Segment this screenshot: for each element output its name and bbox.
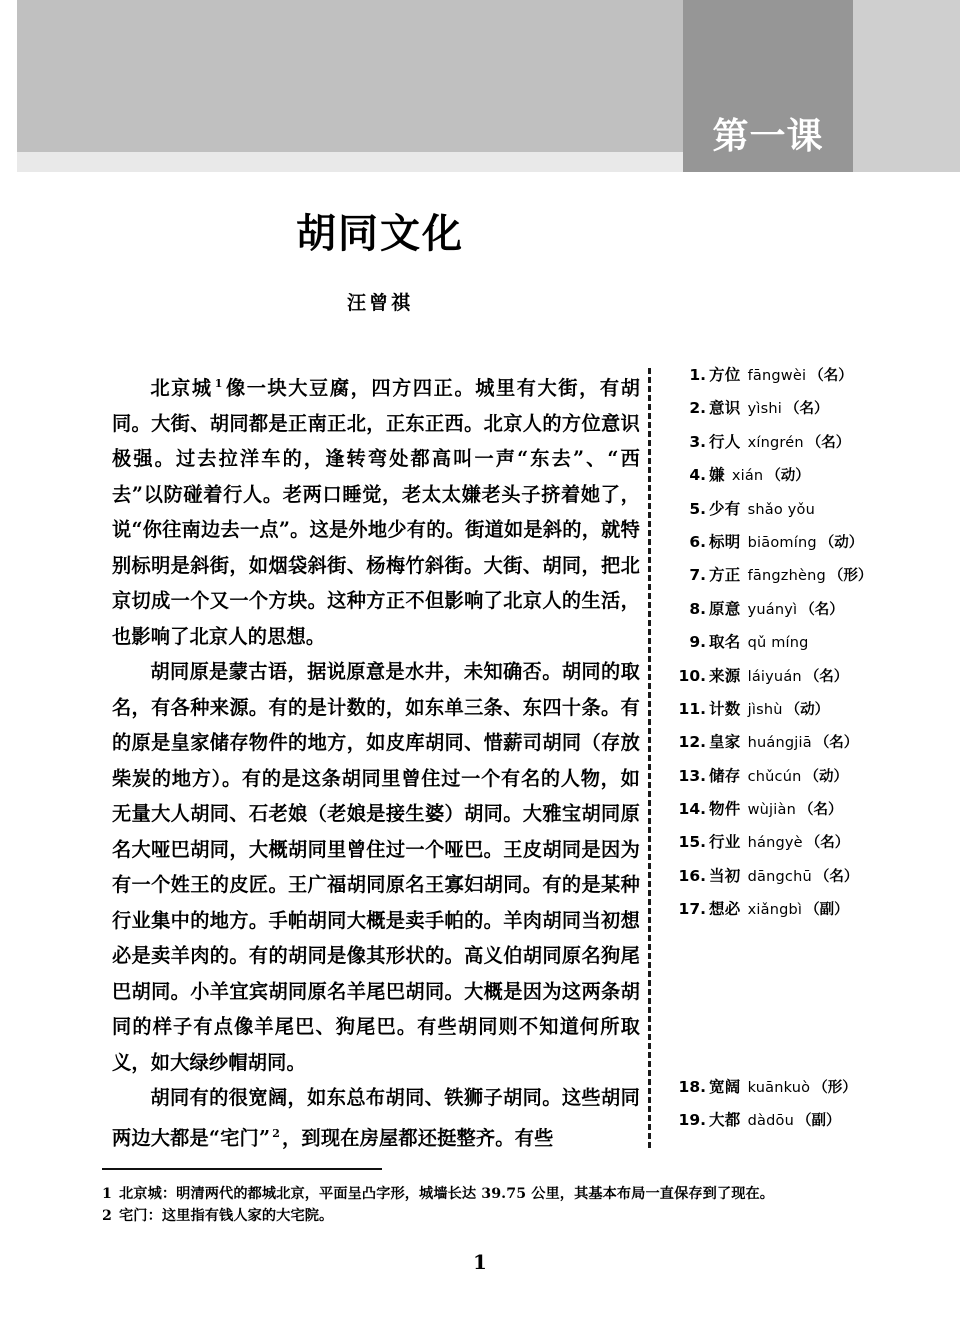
vocabulary-part-of-speech: （副） [805,902,849,919]
header-gray-band [17,0,683,152]
lesson-number-label: 第一课 [712,115,824,157]
vocabulary-part-of-speech: （名） [814,868,859,885]
header-banner [0,0,960,178]
vocabulary-word: 标明 [709,532,741,551]
vocabulary-entry [676,735,916,768]
vocabulary-entry [676,635,916,668]
vocabulary-pinyin: dàdōu [747,1113,794,1130]
vocabulary-pinyin: fāngzhèng [747,568,826,585]
vocabulary-part-of-speech: （形） [813,1080,857,1096]
vocabulary-number: 18. [678,1078,706,1096]
footnote-text: 宅门：这里指有钱人家的大宅院。 [119,1208,334,1224]
vocabulary-entry [676,432,916,468]
vocabulary-entry [676,368,916,401]
vocabulary-number: 1. [689,366,706,384]
vocabulary-part-of-speech: （动） [819,534,864,551]
vocabulary-entry [676,766,916,802]
vocabulary-number: 11. [678,699,706,718]
column-divider-dashed [648,368,651,1148]
vocabulary-entry [676,835,916,868]
vocabulary-entry [676,1113,916,1146]
vocabulary-word: 方位 [709,366,741,384]
vocabulary-pinyin: jìshù [747,701,783,718]
vocabulary-number: 15. [678,833,706,852]
vocabulary-pinyin: láiyuán [747,668,802,685]
vocabulary-number: 6. [689,532,706,551]
vocabulary-number: 17. [678,900,706,919]
body-text-column [112,366,640,1156]
footnote-block [102,1183,872,1227]
vocabulary-pinyin: shǎo yǒu [747,501,815,518]
vocabulary-number: 13. [678,766,706,785]
vocabulary-pinyin: chǔcún [747,768,802,785]
vocabulary-part-of-speech: （名） [785,401,829,418]
vocabulary-pinyin: qǔ míng [747,635,809,652]
vocabulary-word: 来源 [709,666,741,685]
vocabulary-word: 宽阔 [709,1078,741,1096]
vocabulary-number: 5. [689,499,706,518]
footnote-reference: 1 [214,377,223,390]
vocabulary-part-of-speech: （动） [804,768,849,785]
vocabulary-part-of-speech: （动） [766,468,810,485]
vocabulary-pinyin: huángjiā [747,735,812,752]
vocabulary-list-upper [676,368,916,936]
vocabulary-part-of-speech: （名） [806,434,851,451]
vocabulary-number: 14. [678,800,706,819]
vocabulary-word: 行业 [709,833,741,852]
vocabulary-pinyin: xiǎngbì [747,902,803,919]
vocabulary-pinyin: hángyè [747,835,803,852]
body-paragraph: 胡同原是蒙古语，据说原意是水井，未知确否。胡同的取名，有各种来源。有的是计数的，如东单三条、东四十条。有的原是皇家储存物件的地方，如皮库胡同、惜薪司胡同（存放柴炭的地方）。有的是这条胡同里曾住过一个有名的人物，如无量大人胡同、石老娘（老娘是接生婆）胡同。大雅宝胡同原名大哑巴胡同，大概胡同里曾住过一个哑巴。王皮胡同是因为有一个姓王的皮匠。王广福胡同原名王寡妇胡同。有的是某种行业集中的地方。手帕胡同大概是卖手帕的。羊肉胡同当初想必是卖羊肉的。有的胡同是像其形状的。高义伯胡同原名狗尾巴胡同。小羊宜宾胡同原名羊尾巴胡同。大概是因为这两条胡同的样子有点像羊尾巴、狗尾巴。有些胡同则不知道何所取义，如大绿纱帽胡同。 [112,660,640,1074]
vocabulary-pinyin: xíngrén [747,434,804,451]
vocabulary-word: 储存 [709,766,741,785]
footnote-separator-rule [102,1168,382,1170]
vocabulary-entry [676,468,916,501]
vocabulary-pinyin: yuányì [747,601,798,618]
vocabulary-entry [676,802,916,835]
vocabulary-entry [676,599,916,635]
vocabulary-word: 嫌 [709,466,725,485]
vocabulary-entry [676,568,916,601]
vocabulary-word: 行人 [709,432,741,451]
vocabulary-part-of-speech: （形） [828,568,873,585]
vocabulary-number: 4. [689,466,706,485]
vocabulary-pinyin: kuānkuò [747,1080,811,1096]
vocabulary-word: 取名 [709,633,741,652]
vocabulary-word: 想必 [709,900,741,919]
lesson-number-box [683,0,853,172]
vocabulary-word: 大都 [709,1111,741,1130]
vocabulary-word: 意识 [709,399,741,418]
vocabulary-number: 2. [689,399,706,418]
vocabulary-part-of-speech: （名） [804,668,849,685]
vocabulary-part-of-speech: （名） [805,835,850,852]
vocabulary-entry [676,401,916,434]
vocabulary-entry [676,699,916,735]
title-block [110,210,650,315]
vocabulary-entry [676,666,916,702]
footnote-text: 北京城：明清两代的都城北京，平面呈凸字形，城墙长达 39.75 公里，其基本布局一直保存到了现在。 [119,1186,775,1202]
body-paragraph: 胡同有的很宽阔，如东总布胡同、铁狮子胡同。这些胡同两边大都是“宅门” $^2$ ，到现在房屋都还挺整齐。有些 [112,1086,640,1150]
footnote-number: 1 [102,1186,118,1202]
vocabulary-number: 12. [678,733,706,752]
vocabulary-number: 19. [678,1111,706,1130]
page-number: 1 [473,1250,487,1274]
vocabulary-pinyin: fāngwèi [747,368,807,384]
vocabulary-entry [676,1080,916,1113]
header-band-underline [17,152,683,172]
vocabulary-part-of-speech: （名） [814,735,859,752]
vocabulary-word: 原意 [709,599,741,618]
vocabulary-list-lower [676,1080,916,1147]
vocabulary-number: 10. [678,666,706,685]
footnote-number: 2 [102,1208,118,1224]
vocabulary-entry [676,532,916,568]
vocabulary-entry [676,866,916,902]
vocabulary-word: 少有 [709,499,741,518]
footnote-line [102,1183,872,1205]
vocabulary-number: 9. [689,633,706,652]
vocabulary-pinyin: yìshi [747,401,782,418]
vocabulary-part-of-speech: （副） [796,1113,841,1130]
vocabulary-part-of-speech: （名） [799,802,843,819]
vocabulary-entry [676,902,916,935]
vocabulary-word: 皇家 [709,733,741,752]
vocabulary-pinyin: wùjiàn [747,802,796,819]
vocabulary-number: 8. [689,599,706,618]
author-name: 汪曾祺 [346,292,413,314]
footnote-reference: 2 [272,1126,281,1140]
vocabulary-part-of-speech: （动） [785,701,830,718]
vocabulary-part-of-speech: （名） [809,368,853,384]
vocabulary-pinyin: biāomíng [747,534,817,551]
header-right-strip [853,0,960,172]
vocabulary-pinyin: dāngchū [747,868,812,885]
vocabulary-number: 16. [678,866,706,885]
vocabulary-part-of-speech: （名） [800,601,844,618]
footnote-line [102,1205,872,1227]
vocabulary-number: 3. [689,432,706,451]
vocabulary-entry [676,499,916,535]
page-title: 胡同文化 [296,210,464,257]
vocabulary-number: 7. [689,566,706,585]
vocabulary-word: 方正 [709,566,741,585]
vocabulary-word: 当初 [709,866,741,885]
body-paragraph: 北京城 $^1$ 像一块大豆腐，四方四正。城里有大街，有胡同。大街、胡同都是正南正北，正东正西。北京人的方位意识极强。过去拉洋车的，逢转弯处都高叫一声“东去”、“西去”以防碰着行人。老两口睡觉，老太太嫌老头子挤着她了，说“你往南边去一点”。这是外地少有的。街道如是斜的，就特别标明是斜街，如烟袋斜街、杨梅竹斜街。大街、胡同，把北京切成一个又一个方块。这种方正不但影响了北京人的生活，也影响了北京人的思想。 [112,376,641,648]
vocabulary-word: 物件 [709,800,741,819]
vocabulary-word: 计数 [709,699,741,718]
vocabulary-pinyin: xián [731,468,764,485]
